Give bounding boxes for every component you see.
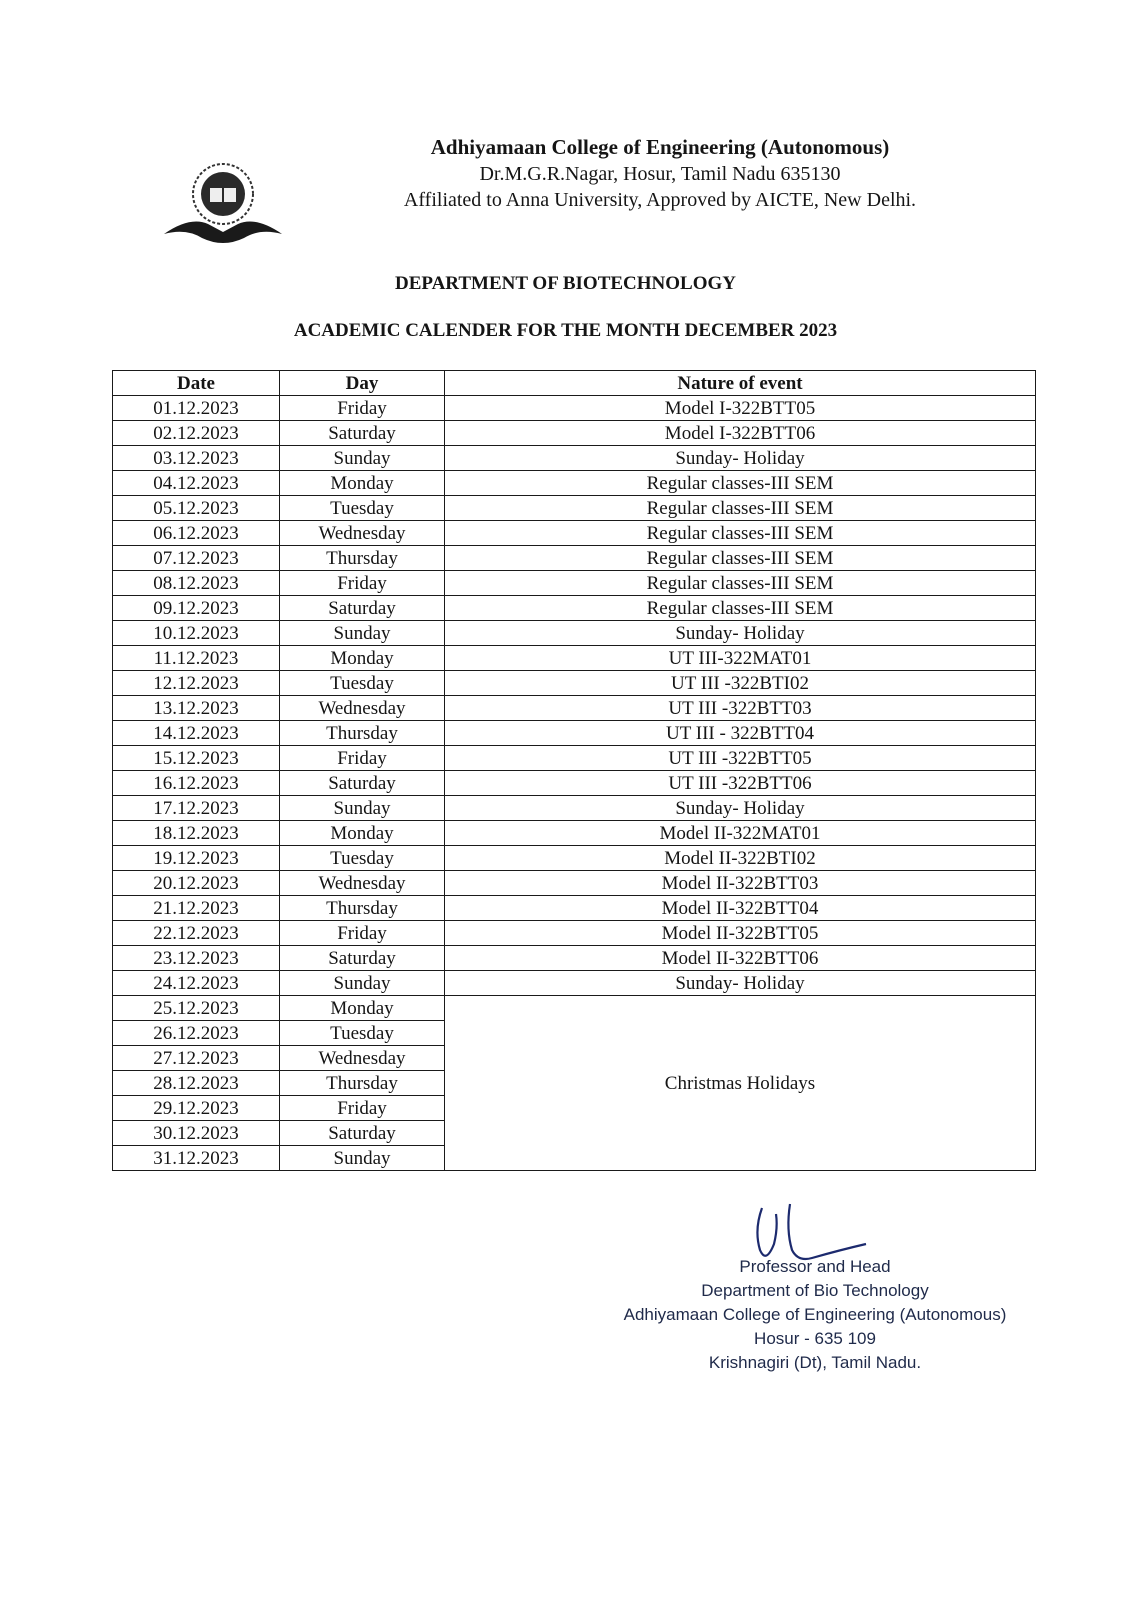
day-cell: Wednesday [280,871,445,896]
event-cell: Sunday- Holiday [445,971,1036,996]
date-cell: 01.12.2023 [113,396,280,421]
day-cell: Tuesday [280,846,445,871]
event-cell: Model II-322BTT05 [445,921,1036,946]
date-cell: 19.12.2023 [113,846,280,871]
date-cell: 02.12.2023 [113,421,280,446]
academic-calendar-table [112,370,1036,1171]
date-cell: 16.12.2023 [113,771,280,796]
day-cell: Sunday [280,1146,445,1171]
day-cell: Saturday [280,1121,445,1146]
day-cell: Friday [280,571,445,596]
day-cell: Tuesday [280,671,445,696]
event-cell: Regular classes-III SEM [445,546,1036,571]
table-row [113,746,1036,771]
signatory-department: Department of Bio Technology [701,1281,929,1300]
table-row [113,771,1036,796]
table-row [113,721,1036,746]
table-row [113,446,1036,471]
day-cell: Friday [280,921,445,946]
date-cell: 08.12.2023 [113,571,280,596]
date-cell: 26.12.2023 [113,1021,280,1046]
table-row [113,621,1036,646]
table-row [113,921,1036,946]
date-cell: 03.12.2023 [113,446,280,471]
day-cell: Thursday [280,546,445,571]
date-cell: 21.12.2023 [113,896,280,921]
date-cell: 13.12.2023 [113,696,280,721]
date-cell: 10.12.2023 [113,621,280,646]
event-cell: UT III - 322BTT04 [445,721,1036,746]
table-row [113,646,1036,671]
event-cell: Model II-322BTT04 [445,896,1036,921]
day-cell: Wednesday [280,696,445,721]
date-cell: 11.12.2023 [113,646,280,671]
header-day: Day [280,371,445,396]
day-cell: Tuesday [280,496,445,521]
day-cell: Sunday [280,971,445,996]
table-row [113,796,1036,821]
table-row [113,396,1036,421]
table-row [113,571,1036,596]
table-row [113,546,1036,571]
day-cell: Tuesday [280,1021,445,1046]
table-row [113,471,1036,496]
signatory-block [580,1255,1050,1375]
table-row [113,496,1036,521]
day-cell: Monday [280,646,445,671]
event-cell: UT III-322MAT01 [445,646,1036,671]
date-cell: 05.12.2023 [113,496,280,521]
event-cell: UT III -322BTT03 [445,696,1036,721]
event-cell: Regular classes-III SEM [445,596,1036,621]
day-cell: Wednesday [280,521,445,546]
date-cell: 28.12.2023 [113,1071,280,1096]
date-cell: 17.12.2023 [113,796,280,821]
signatory-title: Professor and Head [739,1257,891,1276]
college-affiliation: Affiliated to Anna University, Approved by AICTE, New Delhi. [403,189,917,211]
date-cell: 29.12.2023 [113,1096,280,1121]
signatory-city: Hosur - 635 109 [754,1329,876,1348]
date-cell: 22.12.2023 [113,921,280,946]
date-cell: 07.12.2023 [113,546,280,571]
event-cell: Model I-322BTT05 [445,396,1036,421]
event-cell: UT III -322BTT05 [445,746,1036,771]
day-cell: Thursday [280,896,445,921]
table-row [113,996,1036,1021]
event-cell: Regular classes-III SEM [445,521,1036,546]
merged-event-cell: Christmas Holidays [445,996,1036,1171]
college-header [340,133,980,213]
signatory-college: Adhiyamaan College of Engineering (Autonomous) [623,1305,1007,1324]
event-cell: Sunday- Holiday [445,446,1036,471]
day-cell: Wednesday [280,1046,445,1071]
date-cell: 24.12.2023 [113,971,280,996]
day-cell: Sunday [280,796,445,821]
calendar-title: ACADEMIC CALENDER FOR THE MONTH DECEMBER 2023 [293,320,838,341]
event-cell: Sunday- Holiday [445,796,1036,821]
college-address: Dr.M.G.R.Nagar, Hosur, Tamil Nadu 635130 [479,163,841,185]
day-cell: Sunday [280,446,445,471]
date-cell: 15.12.2023 [113,746,280,771]
event-cell: Regular classes-III SEM [445,571,1036,596]
date-cell: 04.12.2023 [113,471,280,496]
event-cell: Model I-322BTT06 [445,421,1036,446]
table-row [113,946,1036,971]
date-cell: 06.12.2023 [113,521,280,546]
table-row [113,671,1036,696]
day-cell: Monday [280,821,445,846]
date-cell: 27.12.2023 [113,1046,280,1071]
event-cell: Model II-322BTI02 [445,846,1036,871]
event-cell: Regular classes-III SEM [445,496,1036,521]
event-cell: Model II-322BTT06 [445,946,1036,971]
table-row [113,421,1036,446]
table-row [113,871,1036,896]
day-cell: Friday [280,396,445,421]
table-row [113,821,1036,846]
college-name: Adhiyamaan College of Engineering (Autonomous) [430,135,890,159]
day-cell: Monday [280,996,445,1021]
date-cell: 14.12.2023 [113,721,280,746]
calendar-body [113,396,1036,1171]
date-cell: 20.12.2023 [113,871,280,896]
table-row [113,596,1036,621]
date-cell: 30.12.2023 [113,1121,280,1146]
header-date: Date [113,371,280,396]
table-row [113,971,1036,996]
event-cell: UT III -322BTT06 [445,771,1036,796]
day-cell: Saturday [280,771,445,796]
college-logo [160,158,286,250]
table-row [113,846,1036,871]
day-cell: Saturday [280,596,445,621]
table-header-row [113,371,1036,396]
date-cell: 23.12.2023 [113,946,280,971]
header-event: Nature of event [445,371,1036,396]
date-cell: 18.12.2023 [113,821,280,846]
date-cell: 31.12.2023 [113,1146,280,1171]
event-cell: Model II-322BTT03 [445,871,1036,896]
day-cell: Sunday [280,621,445,646]
day-cell: Saturday [280,946,445,971]
day-cell: Monday [280,471,445,496]
date-cell: 25.12.2023 [113,996,280,1021]
event-cell: Model II-322MAT01 [445,821,1036,846]
event-cell: Sunday- Holiday [445,621,1036,646]
department-title: DEPARTMENT OF BIOTECHNOLOGY [394,273,737,294]
event-cell: Regular classes-III SEM [445,471,1036,496]
table-row [113,696,1036,721]
day-cell: Friday [280,746,445,771]
day-cell: Thursday [280,721,445,746]
day-cell: Thursday [280,1071,445,1096]
event-cell: UT III -322BTI02 [445,671,1036,696]
day-cell: Saturday [280,421,445,446]
table-row [113,896,1036,921]
signatory-district: Krishnagiri (Dt), Tamil Nadu. [708,1353,922,1372]
date-cell: 09.12.2023 [113,596,280,621]
day-cell: Friday [280,1096,445,1121]
date-cell: 12.12.2023 [113,671,280,696]
table-row [113,521,1036,546]
